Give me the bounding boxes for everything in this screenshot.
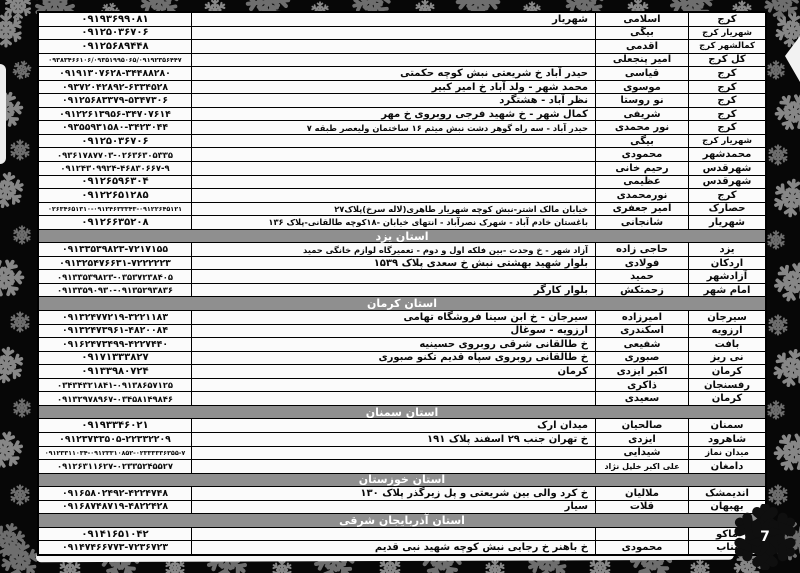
address-cell: [191, 27, 595, 40]
phone-cell: ۰۹۳۷۲۰۴۲۸۹۲-۶۳۳۴۵۲۸: [62, 81, 168, 93]
city-cell: شهریار کرج: [688, 27, 765, 40]
address-cell: شهریار: [191, 13, 595, 26]
table-row: [39, 27, 765, 41]
address-cell: [191, 460, 595, 473]
snowflake-icon: [773, 261, 800, 303]
table-row: [39, 460, 765, 474]
phone-cell: ۰۹۱۲۶۳۱۱۶۲۷-۰۲۳۳۵۲۴۵۵۲۷: [57, 461, 173, 472]
city-cell: کرمان: [688, 365, 765, 378]
name-cell: بیگی: [595, 27, 688, 40]
phone-cell: ۰۹۱۶۲۴۷۳۴۹۹-۴۲۲۷۴۴۰: [62, 338, 168, 350]
name-cell: شیدایی: [595, 447, 688, 460]
city-cell: دامغان: [688, 460, 765, 473]
snowflake-icon: [0, 346, 25, 384]
phone-cell: ۰۹۱۹۳۶۹۹۰۸۱: [81, 13, 149, 25]
address-cell: کمال شهر - خ شهید فرجی روبروی خ مهر: [191, 108, 595, 121]
phone-cell: ۰۹۱۲۲۶۵۱۲۸۵: [81, 189, 149, 201]
address-cell: [191, 135, 595, 148]
table-row: [39, 81, 765, 95]
snowflake-icon: [0, 257, 25, 299]
table-row: [39, 243, 765, 257]
phone-cell: ۰۹۱۲۵۰۳۶۷۰۶: [81, 135, 149, 147]
address-cell: [191, 270, 595, 283]
name-cell: عظیمی: [595, 176, 688, 189]
address-cell: آزاد شهر - خ وحدت -بین فلکه اول و دوم - تعمیرگاه لوازم خانگی حمید: [191, 243, 595, 256]
table-row: [39, 108, 765, 122]
table-row: [39, 419, 765, 433]
phone-cell: ۰۳۴۳۴۳۲۱۸۴۱-۰۹۱۳۸۶۵۷۱۲۵: [57, 380, 173, 391]
phone-cell: ۰۲۶۳۴۶۵۱۳۱۰-۰۹۱۲۴۶۳۳۳۴۳-۰۹۱۲۲۶۴۵۱۲۱: [47, 204, 183, 213]
name-cell: بیگی: [595, 135, 688, 148]
section-header-row: استان یزد: [39, 230, 765, 244]
snowflake-icon: [772, 178, 800, 218]
address-cell: باغستان خادم آباد - شهرک نصرآباد - انتهای خیابان -۱۸کوچه طالقانی-پلاک ۱۳۶: [191, 216, 595, 229]
table-row: [39, 325, 765, 339]
name-cell: فولادی: [595, 257, 688, 270]
snowflake-icon: [766, 400, 786, 420]
phone-cell: ۰۹۱۲۳۳۱۱۰۳۴-۰۹۱۲۳۳۱۰۸۵۲-۰۲۳۳۳۳۳۶۳۵۵-۷: [44, 448, 186, 457]
phone-cell: ۰۹۱۳۲۴۷۷۲۱۹-۳۲۲۱۱۸۳: [62, 311, 168, 323]
address-cell: [191, 189, 595, 202]
table-row: [39, 352, 765, 366]
address-cell: نظر آباد - هشتگرد: [191, 94, 595, 107]
name-cell: حمید: [595, 270, 688, 283]
city-cell: شهریار: [688, 216, 765, 229]
phone-cell: ۰۹۱۳۲۴۷۳۹۶۱-۴۸۲۰۰۸۴: [62, 325, 168, 337]
table-row: [39, 40, 765, 54]
address-cell: [191, 176, 595, 189]
phone-cell: ۰۹۳۸۳۴۶۶۱۰۶/۰۹۳۵۱۹۹۵۰۶۵/۰۹۱۹۲۳۵۶۴۴۷: [48, 55, 182, 64]
snowflake-icon: [766, 230, 786, 250]
name-cell: نورمحمدی: [595, 189, 688, 202]
snowflake-icon: [0, 171, 25, 209]
phone-cell: ۰۹۱۳۳۵۹۰۹۳۰-۰۹۱۳۵۲۹۳۸۳۶: [57, 285, 173, 296]
city-cell: اردکان: [688, 257, 765, 270]
city-cell: بهبهان: [688, 501, 765, 514]
name-cell: زحمتکش: [595, 284, 688, 297]
snowflake-icon: [767, 314, 789, 336]
table-row: [39, 487, 765, 501]
address-cell: حیدر آباد خ شریعتی نبش کوچه حکمتی: [191, 67, 595, 80]
address-cell: خ باهنر خ رجایی نبش کوچه شهید نبی قدیم: [191, 541, 595, 554]
city-cell: کرج: [688, 189, 765, 202]
table-row: [39, 94, 765, 108]
city-cell: کرمان: [688, 392, 765, 405]
phone-cell: ۰۹۱۲۳۷۳۳۵۰۵-۲۲۳۳۲۲۰۹: [59, 433, 171, 445]
city-cell: امام شهر: [688, 284, 765, 297]
phone-cell: ۰۹۱۳۳۹۸۰۷۲۴: [81, 365, 149, 377]
phone-cell: ۰۹۱۳۳۵۳۹۸۲۳-۰۳۵۳۷۲۳۸۴۰۵: [57, 271, 173, 282]
name-cell: قلات: [595, 501, 688, 514]
address-cell: [191, 447, 595, 460]
name-cell: محمودی: [595, 148, 688, 161]
address-cell: سیار: [191, 501, 595, 514]
table-row: [39, 67, 765, 81]
address-cell: [191, 528, 595, 541]
table-row: [39, 189, 765, 203]
table-row: [39, 379, 765, 393]
phone-cell: ۰۹۱۳۲۹۷۸۹۶۷-۰۳۴۵۸۱۴۹۸۴۶: [57, 393, 173, 404]
snowflake-icon: [0, 522, 26, 558]
city-cell: کرج: [688, 13, 765, 26]
name-cell: امیر جعفری: [595, 203, 688, 216]
address-cell: [191, 392, 595, 405]
address-cell: خیابان مالک اشتر-نبش کوچه شهریار طاهری(لاله سرخ)پلاک۲۷: [191, 203, 595, 216]
name-cell: قیاسی: [595, 67, 688, 80]
address-cell: [191, 40, 595, 53]
city-cell: بناب: [688, 541, 765, 554]
phone-cell: ۰۹۱۲۶۶۳۵۲۰۸: [81, 216, 149, 228]
table-row: [39, 216, 765, 230]
table-row: [39, 311, 765, 325]
table-row: [39, 447, 765, 461]
city-cell: میدان نماز: [688, 447, 765, 460]
city-cell: سیرجان: [688, 311, 765, 324]
city-cell: شهریار کرج: [688, 135, 765, 148]
table-row: [39, 121, 765, 135]
phone-cell: ۰۹۱۲۲۶۱۳۹۵۶-۳۴۷۰۷۶۱۴: [59, 108, 171, 120]
table-row: [39, 284, 765, 298]
name-cell: صبوری: [595, 352, 688, 365]
snowflake-icon: [773, 431, 800, 473]
phone-cell: ۰۹۳۶۱۷۸۷۷۰۳-۰۲۶۳۶۳۰۵۳۳۵: [57, 149, 173, 160]
city-cell: شهرقدس: [688, 176, 765, 189]
page-curl-right: [785, 36, 800, 82]
table-row: [39, 148, 765, 162]
phone-cell: ۰۹۱۲۵۰۳۶۷۰۶: [81, 27, 149, 39]
city-cell: کرج: [688, 108, 765, 121]
name-cell: امیر پنجعلی: [595, 54, 688, 67]
section-header-row: استان خوزستان: [39, 474, 765, 488]
phone-cell: ۰۹۱۳۲۵۴۷۶۶۳۱-۷۲۲۲۲۲۳: [59, 257, 171, 269]
address-cell: ارزویه - سوغال: [191, 325, 595, 338]
phone-cell: ۰۹۱۹۱۳۰۷۶۲۸-۳۴۴۸۸۲۸۰: [59, 67, 171, 79]
directory-table: [37, 11, 767, 556]
snowflake-icon: [767, 144, 789, 166]
city-cell: رفسنجان: [688, 379, 765, 392]
phone-cell: ۰۹۱۷۱۳۳۳۸۲۷: [81, 352, 149, 364]
address-cell: بلوار کارگر: [191, 284, 595, 297]
city-cell: شهرقدس: [688, 162, 765, 175]
phone-cell: ۰۹۱۶۸۷۴۸۷۱۹-۴۸۲۲۴۲۸: [62, 501, 168, 513]
city-cell: اندیمشک: [688, 487, 765, 500]
name-cell: اقدمی: [595, 40, 688, 53]
name-cell: صالحیان: [595, 419, 688, 432]
phone-cell: ۰۹۱۲۵۶۸۹۴۴۸: [81, 40, 149, 52]
phone-cell: ۰۹۱۴۱۶۵۱۰۴۲: [81, 528, 149, 540]
name-cell: ذاکری: [595, 379, 688, 392]
city-cell: ارزویه: [688, 325, 765, 338]
city-cell: بافت: [688, 338, 765, 351]
name-cell: اسکندری: [595, 325, 688, 338]
city-cell: کرج: [688, 81, 765, 94]
snowflake-icon: [774, 92, 800, 132]
address-cell: محمد شهر - ولد آباد خ امیر کبیر: [191, 81, 595, 94]
address-cell: میدان ارک: [191, 419, 595, 432]
snowflake-icon: [689, 559, 711, 573]
address-cell: خ تهران جنب ۲۹ اسفند پلاک ۱۹۱: [191, 433, 595, 446]
table-row: [39, 501, 765, 515]
name-cell: نور محمدی: [595, 121, 688, 134]
city-cell: کرج: [688, 121, 765, 134]
snowflake-icon: [9, 484, 31, 506]
snowflake-icon: [772, 348, 800, 388]
city-cell: یزد: [688, 243, 765, 256]
city-cell: محمدشهر: [688, 148, 765, 161]
phone-cell: ۰۹۳۵۵۹۳۱۵۸۰-۳۴۲۳۰۴۴: [62, 122, 168, 134]
city-cell: کرج: [688, 94, 765, 107]
name-cell: شفیعی: [595, 338, 688, 351]
phone-cell: ۰۹۱۲۵۶۸۳۳۷۹-۵۳۴۷۳۰۶: [62, 95, 168, 107]
table-row: [39, 270, 765, 284]
address-cell: [191, 379, 595, 392]
page-curl-left: [0, 64, 6, 164]
name-cell: علی اکبر خلیل نژاد: [595, 460, 688, 473]
city-cell: نی ریز: [688, 352, 765, 365]
table-row: [39, 338, 765, 352]
address-cell: بلوار شهید بهشتی نبش خ سعدی پلاک ۱۵۳۹: [191, 257, 595, 270]
snowflake-icon: [9, 311, 31, 333]
snowflake-icon: [12, 225, 32, 245]
name-cell: ایزدی: [595, 433, 688, 446]
snowflake-icon: [9, 139, 31, 161]
name-cell: اکبر ایزدی: [595, 365, 688, 378]
city-cell: سمنان: [688, 419, 765, 432]
name-cell: امیرزاده: [595, 311, 688, 324]
address-cell: خ طالقانی روبروی سپاه قدیم تکنو صبوری: [191, 352, 595, 365]
snowflake-icon: [0, 12, 24, 48]
city-cell: شاهرود: [688, 433, 765, 446]
table-row: [39, 13, 765, 27]
snowflake-icon: [484, 559, 506, 573]
table-row: [39, 365, 765, 379]
page-number-badge: [731, 503, 799, 571]
snowflake-icon: [766, 60, 786, 80]
name-cell: حاجی زاده: [595, 243, 688, 256]
address-cell: [191, 54, 595, 67]
table-row: [39, 257, 765, 271]
snowflake-icon: [0, 430, 24, 470]
name-cell: اسلامی: [595, 13, 688, 26]
section-header-row: استان آذربایجان شرقی: [39, 514, 765, 528]
table-row: [39, 176, 765, 190]
address-cell: خ طالقانی شرقی روبروی حسینیه: [191, 338, 595, 351]
name-cell: ملالیان: [595, 487, 688, 500]
phone-cell: ۰۹۱۹۳۳۴۶۰۲۱: [81, 420, 149, 432]
name-cell: [595, 528, 688, 541]
name-cell: محمودی: [595, 541, 688, 554]
table-row: [39, 135, 765, 149]
city-cell: ماکو: [688, 528, 765, 541]
name-cell: رحیم خانی: [595, 162, 688, 175]
snowflake-icon: [12, 60, 32, 80]
name-cell: موسوی: [595, 81, 688, 94]
name-cell: شانجانی: [595, 216, 688, 229]
city-cell: کرج: [688, 67, 765, 80]
name-cell: سعیدی: [595, 392, 688, 405]
phone-cell: ۰۹۱۶۵۸۰۲۴۹۲-۴۲۲۴۷۴۸: [62, 487, 168, 499]
address-cell: سیرجان - خ ابن سینا فروشگاه تهامی: [191, 311, 595, 324]
city-cell: کل کرج: [688, 54, 765, 67]
section-header-row: استان کرمان: [39, 297, 765, 311]
page-number: 7: [760, 529, 770, 545]
address-cell: کرمان: [191, 365, 595, 378]
phone-cell: ۰۹۱۲۴۳۰۹۹۲۴-۴۶۸۳۰۶۶۷-۹: [60, 163, 170, 174]
address-cell: [191, 162, 595, 175]
city-cell: حصارک: [688, 203, 765, 216]
table-row: [39, 392, 765, 406]
table-row: [39, 162, 765, 176]
phone-cell: ۰۹۱۲۶۵۹۶۳۰۴: [81, 176, 149, 188]
phone-cell: ۰۹۱۴۷۴۶۶۷۷۳-۷۲۳۶۷۲۳: [62, 542, 168, 554]
name-cell: شریفی: [595, 108, 688, 121]
phone-cell: ۰۹۱۳۳۵۳۹۸۲۳-۷۲۱۷۱۵۵: [62, 244, 168, 256]
table-row: [39, 528, 765, 542]
city-cell: آزادشهر: [688, 270, 765, 283]
table-row: [39, 541, 765, 554]
name-cell: نو روستا: [595, 94, 688, 107]
table-row: [39, 433, 765, 447]
city-cell: کمالشهر کرج: [688, 40, 765, 53]
snowflake-icon: [12, 398, 32, 418]
table-row: [39, 54, 765, 68]
section-header-row: استان سمنان: [39, 406, 765, 420]
address-cell: حیدر آباد - سه راه گوهر دشت نبش میثم ۱۶ ساختمان ولیعصر طبقه ۷: [191, 121, 595, 134]
address-cell: [191, 148, 595, 161]
address-cell: خ کرد والی بین شریعتی و پل زیرگذر پلاک ۱۳۰: [191, 487, 595, 500]
table-row: [39, 203, 765, 217]
